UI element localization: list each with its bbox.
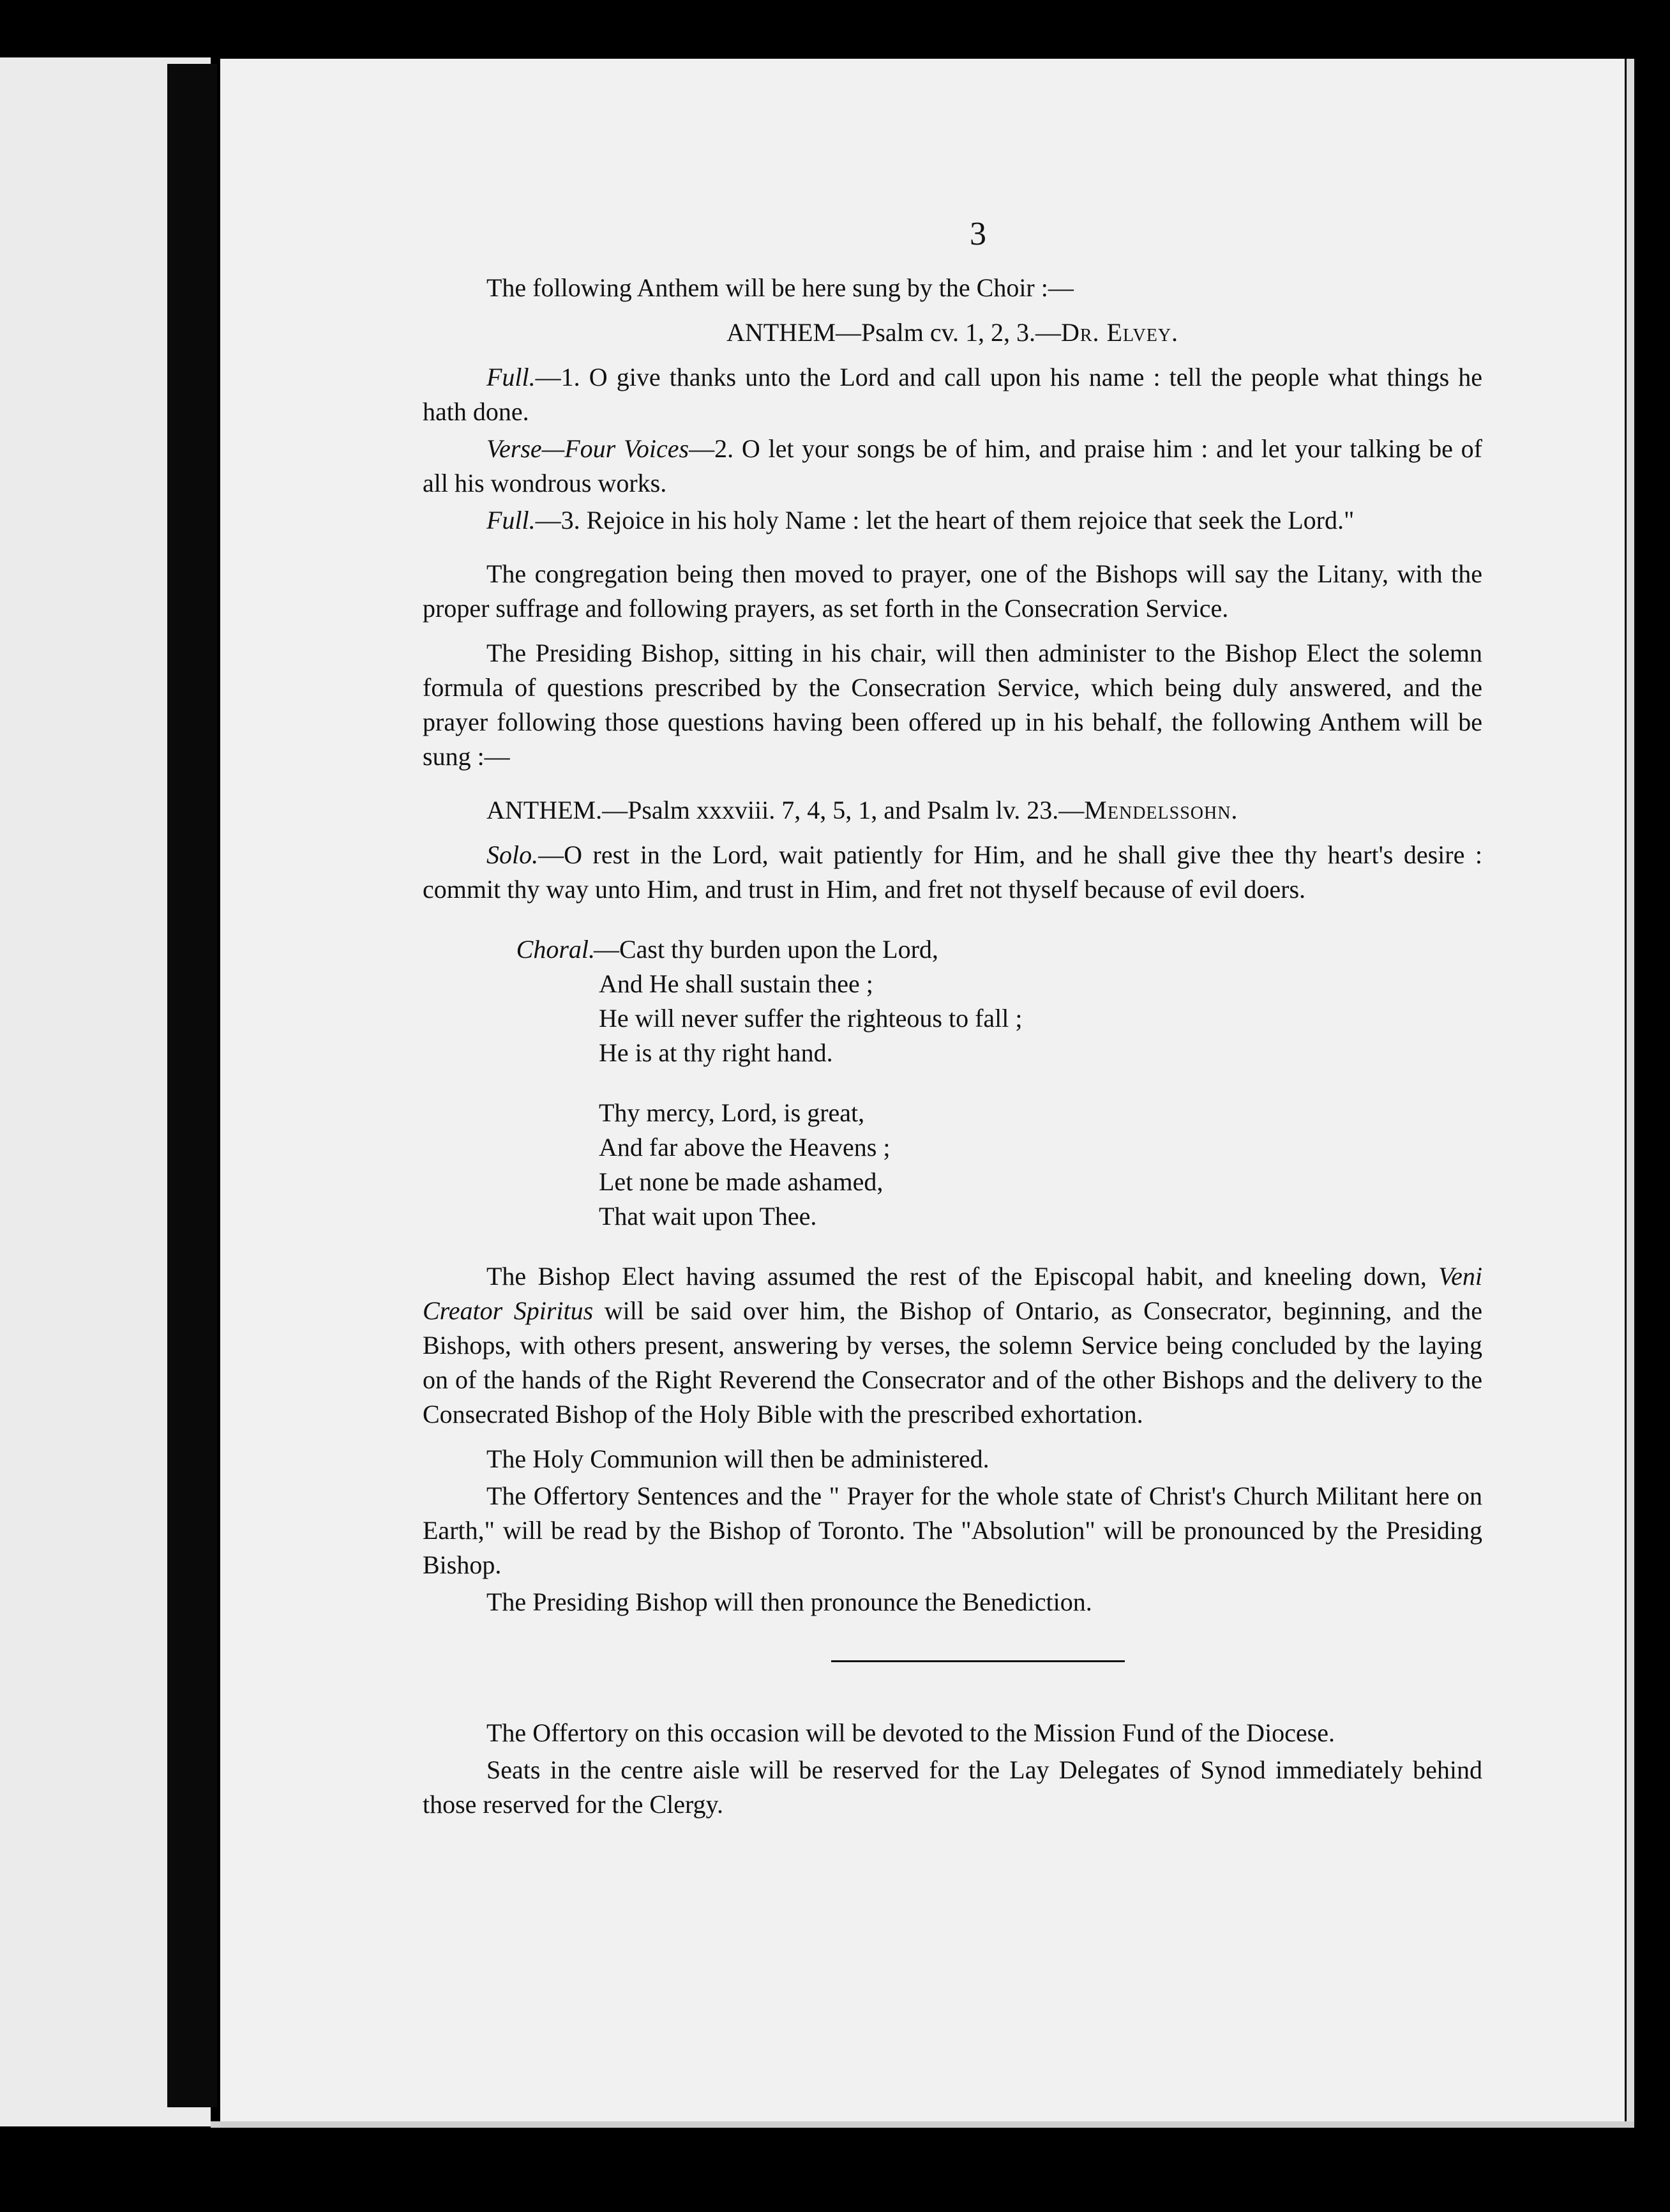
veni-title: Veni Creator Spiritus (423, 1262, 1483, 1325)
stanza-2-line: Let none be made ashamed, (599, 1167, 884, 1196)
benediction-paragraph: The Presiding Bishop will then pronounce the Benediction. (486, 1587, 1092, 1616)
solo-label: Solo. (486, 840, 539, 869)
full-text-1: —1. O give thanks unto the Lord and call upon his name : tell the people what things he hath done. (423, 363, 1482, 426)
anthem-composer-1: Dr. Elvey. (1060, 318, 1179, 347)
solo-text: —O rest in the Lord, wait patiently for Him, and he shall give thee thy heart's desire : commit thy way unto Him, and trust in Him, and fret not thyself because of evil doers. (423, 840, 1482, 904)
offertory-paragraph: The Offertory Sentences and the " Prayer for the whole state of Christ's Church Militant here on Earth," will be read by the Bishop of Toronto. The "Absolution" will be pronounced by the Presiding Bishop. (423, 1481, 1482, 1579)
page-number: 3 (970, 216, 986, 252)
section-divider (831, 1660, 1125, 1662)
verse-text: —2. O let your songs be of him, and praise him : and let your talking be of all his wondrous works. (423, 434, 1482, 497)
anthem-verse-four-voices (423, 432, 1482, 501)
stanza-1-line: —Cast thy burden upon the Lord, (594, 935, 938, 964)
stanza-2-line: That wait upon Thee. (599, 1202, 817, 1231)
choral-verse-block (423, 932, 1482, 1234)
stanza-2-line: And far above the Heavens ; (599, 1133, 891, 1162)
anthem-heading-1 (423, 315, 1482, 350)
choral-label: Choral. (516, 935, 595, 964)
stanza-1-line: He is at thy right hand. (599, 1038, 833, 1067)
verse-label: Verse—Four Voices (486, 434, 689, 463)
litany-paragraph: The congregation being then moved to prayer, one of the Bishops will say the Litany, with the proper suffrage and following prayers, as set forth in the Consecration Service. (423, 559, 1482, 623)
full-label-1: Full. (486, 363, 536, 391)
anthem-verse-full-3 (423, 503, 1482, 538)
full-text-3: —3. Rejoice in his holy Name : let the heart of them rejoice that seek the Lord." (535, 506, 1355, 534)
page-edge-right (1627, 59, 1634, 2123)
stanza-1-line: He will never suffer the righteous to fall ; (599, 1004, 1023, 1033)
mission-fund-notice: The Offertory on this occasion will be devoted to the Mission Fund of the Diocese. (486, 1718, 1335, 1747)
veni-creator-paragraph (423, 1259, 1482, 1432)
veni-after: will be said over him, the Bishop of Ontario, as Consecrator, beginning, and the Bishops, with others present, answering by verses, the solemn Service being concluded by the laying on of the hands of the Right Reverend the Consecrator and of the other Bishops and the delivery to the Consecrated Bishop of the Holy Bible with the prescribed exhortation. (423, 1296, 1483, 1428)
anthem-heading-2-text: ANTHEM.—Psalm xxxviii. 7, 4, 5, 1, and Psalm lv. 23.— (486, 796, 1085, 824)
choral-stanza-2 (423, 1096, 1482, 1234)
stanza-1-lines (594, 932, 1023, 1070)
page-edge-bottom (211, 2121, 1634, 2128)
full-label-3: Full. (486, 506, 536, 534)
binding-spine (167, 64, 217, 2107)
anthem-verse-full-1 (423, 360, 1482, 429)
anthem-composer-2: Mendelssohn. (1084, 796, 1238, 824)
choir-intro: The following Anthem will be here sung by the Choir :— (486, 273, 1074, 302)
choral-stanza-1 (423, 932, 1482, 1070)
solo-paragraph (423, 838, 1482, 907)
stanza-1-line: And He shall sustain thee ; (599, 969, 873, 998)
anthem-heading-1-text: ANTHEM—Psalm cv. 1, 2, 3.— (726, 318, 1061, 347)
stanza-2-lines (599, 1096, 890, 1234)
seating-notice: Seats in the centre aisle will be reserved for the Lay Delegates of Synod immediately behind those reserved for the Clergy. (423, 1755, 1482, 1819)
page-text-column (423, 217, 1482, 1832)
communion-paragraph: The Holy Communion will then be administered. (486, 1444, 989, 1473)
questions-paragraph: The Presiding Bishop, sitting in his chair, will then administer to the Bishop Elect the solemn formula of questions prescribed by the Consecration Service, which being duly answered, and the prayer following those questions having been offered up in his behalf, the following Anthem will be sung :— (423, 639, 1482, 771)
anthem-heading-2 (423, 793, 1482, 828)
veni-before: The Bishop Elect having assumed the rest of the Episcopal habit, and kneeling down, (486, 1262, 1427, 1291)
stanza-2-line: Thy mercy, Lord, is great, (599, 1098, 865, 1127)
